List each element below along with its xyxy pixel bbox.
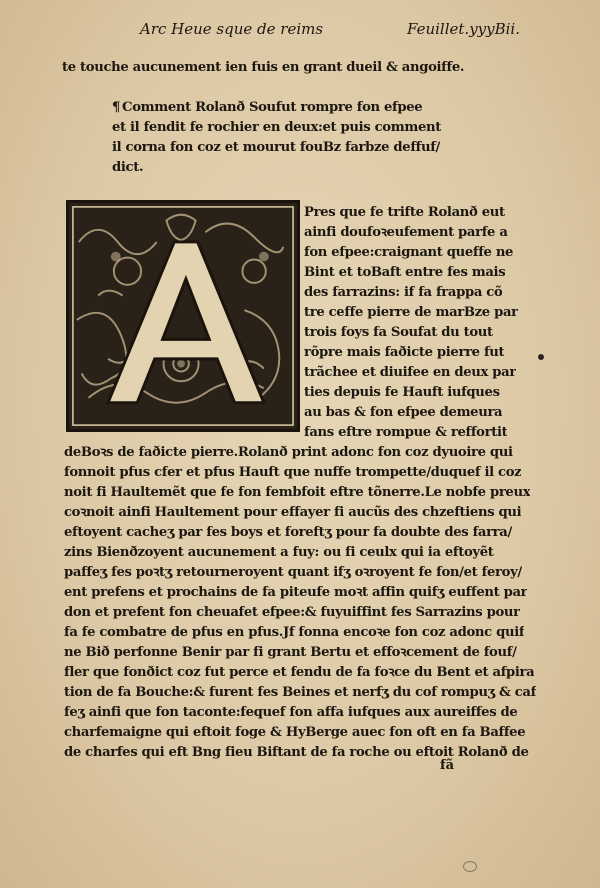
paper-stain: [463, 861, 477, 872]
text-line: ainfi doufoꝛeufement parfe a: [304, 225, 508, 240]
pilcrow-icon: ¶: [112, 100, 121, 115]
text-line: ties depuis fe Hauft iufques: [304, 385, 500, 400]
text-line: feʒ ainfi que fon taconte:fequef fon affa iufques aux aureiffes de: [64, 705, 518, 720]
text-line: fans eftre rompue & reffortit: [304, 425, 508, 440]
text-line: des farrazins: if fa frappa cõ: [304, 285, 503, 300]
text-line: Bint et toBaft entre fes mais: [304, 265, 506, 280]
text-line: fonnoit pfus cfer et pfus Hauft que nuffe trompette/duquef il coz: [64, 465, 522, 480]
running-head-title: Arc Heue sque de reims: [140, 20, 324, 38]
text-line: tre ceffe pierre de marBze par: [304, 305, 518, 320]
chapter-heading-line: dict.: [112, 160, 144, 175]
ink-speck: [538, 354, 544, 360]
text-line: trois foys fa Soufat du tout: [304, 325, 493, 340]
text-line: eftoyent cacheʒ par fes boys et foreftʒ pour fa doubte des farra/: [64, 525, 512, 540]
chapter-heading-line: [112, 98, 422, 118]
text-line: charfemaigne qui eftoit foge & HyBerge auec fon oft en fa Baffee: [64, 725, 526, 740]
running-head: [140, 20, 520, 46]
decorated-letter-a-icon: [69, 203, 297, 429]
text-line: de charfes qui eft Bng fieu Biftant de fa roche ou eftoit Rolanð de: [64, 745, 529, 760]
text-line: paffeʒ fes poꝛtʒ retourneroyent quant ifʒ oꝛroyent fe fon/et feroy/: [64, 565, 522, 580]
text-line: fler que fonðict coz fut perce et fendu de fa foꝛce du Bent et afpira: [64, 665, 535, 680]
text-line: fa fe combatre de pfus en pfus.Jf fonna encoꝛe fon coz adonc quif: [64, 625, 525, 640]
text-line: rõpre mais faðicte pierre fut: [304, 345, 505, 360]
text-line: fon efpee:craignant queffe ne: [304, 245, 514, 260]
catchword: fã: [440, 758, 455, 773]
text-line: trãchee et diuifee en deux par: [304, 365, 516, 380]
text-line: coꝛnoit ainfi Haultement pour effayer fi aucũs des chzeftiens qui: [64, 505, 522, 520]
text-line: Pres que fe trifte Rolanð eut: [304, 205, 505, 220]
text-line: zins Bienðzoyent aucunement a fuy: ou fi ceulx qui ia eftoyẽt: [64, 545, 494, 560]
chapter-heading-line: il corna fon coz et mourut fouBz farbze deffuf/: [112, 140, 441, 155]
text-line: te touche aucunement ien fuis en grant dueil & angoiffe.: [62, 60, 465, 75]
woodcut-initial-a: [66, 200, 300, 432]
text-line: deBoꝛs de faðicte pierre.Rolanð print adonc fon coz dyuoire qui: [64, 445, 513, 460]
text-line: tion de fa Bouche:& furent fes Beines et nerfʒ du cof rompuʒ & caf: [64, 685, 536, 700]
chapter-heading-text: Comment Rolanð Soufut rompre fon efpee: [122, 100, 423, 115]
chapter-heading-line: et il fendit fe rochier en deux:et puis comment: [112, 120, 441, 135]
text-line: noit fi Haultemẽt que fe fon fembfoit eftre tõnerre.Le nobfe preux: [64, 485, 531, 500]
folio-number: Feuillet.yyyBii.: [407, 20, 520, 38]
text-line: ent prefens et prochains de fa piteufe moꝛt affin quifʒ euffent par: [64, 585, 528, 600]
text-line: don et prefent fon cheuafet efpee:& fuyuiffint fes Sarrazins pour: [64, 605, 520, 620]
text-line: ne Bið perfonne Benir par fi grant Bertu et effoꝛcement de fouf/: [64, 645, 517, 660]
text-line: au bas & fon efpee demeura: [304, 405, 503, 420]
